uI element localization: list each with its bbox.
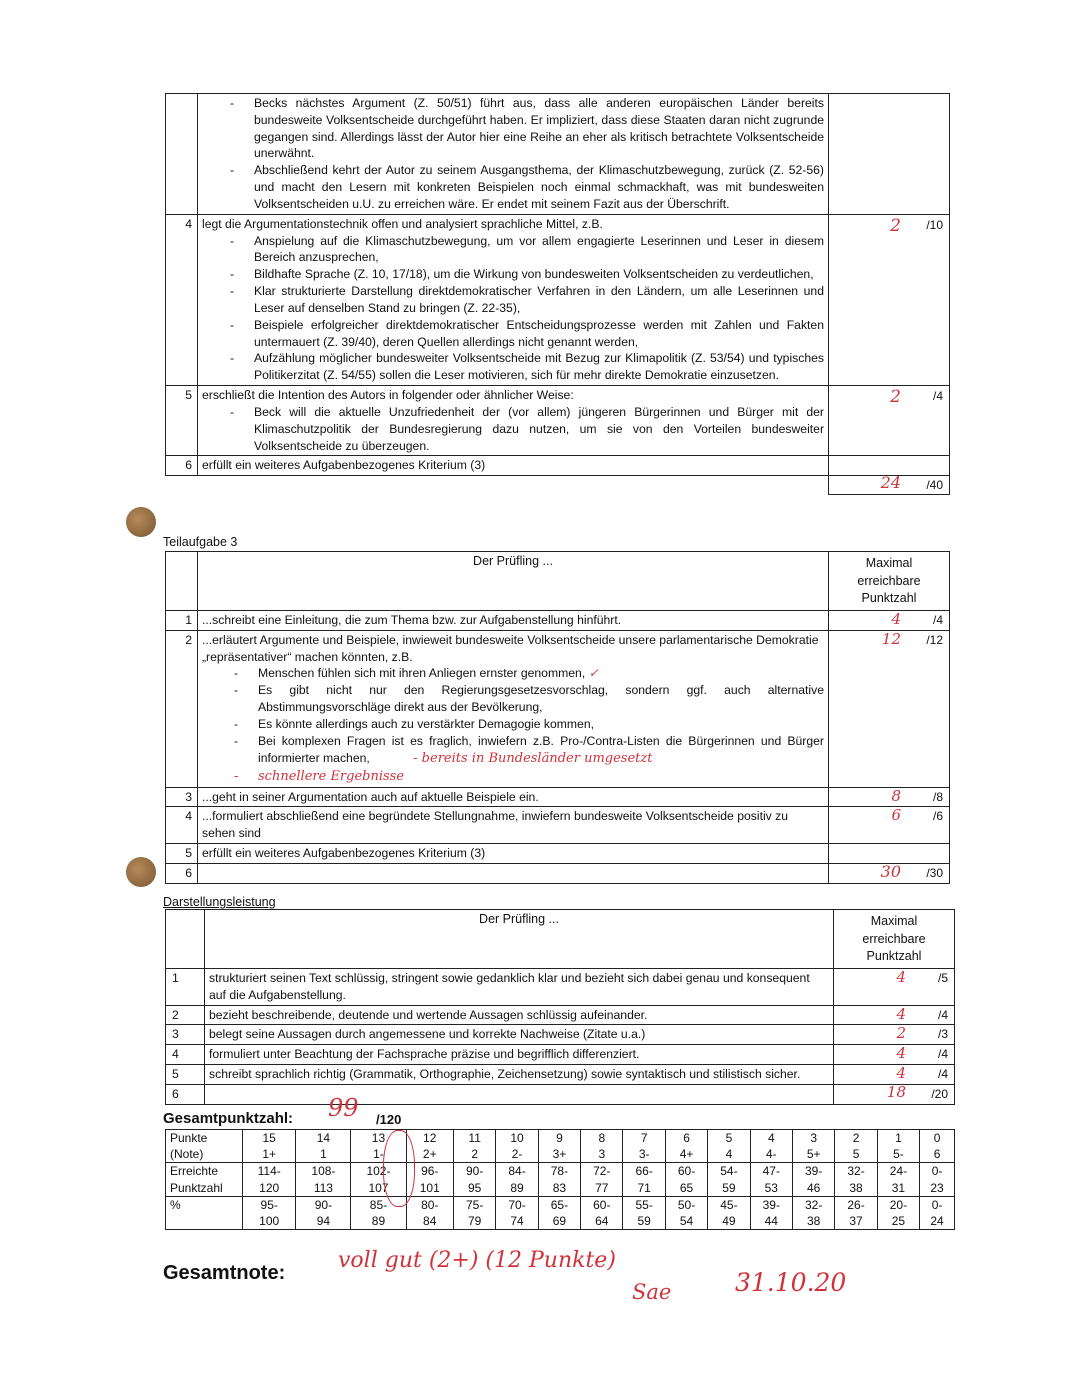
handwritten-total: 18 [886, 1082, 906, 1101]
table-row [166, 94, 950, 215]
total-max-points: /120 [376, 1112, 402, 1127]
criterion-text: erschließt die Intention des Autors in folgender oder ähnlicher Weise: [202, 388, 574, 403]
handwritten-note: - bereits in Bundesländer umgesetzt [413, 750, 653, 766]
max-points: /3 [937, 1027, 948, 1042]
max-points: /4 [932, 389, 943, 404]
column-header: Der Prüfling ... [198, 552, 829, 611]
list-item: - Bildhafte Sprache (Z. 10, 17/18), um die Wirkung von bundesweiten Volksentscheiden zu verdeutlichen, [254, 266, 824, 283]
table-header [166, 552, 950, 611]
max-points: /8 [932, 789, 943, 804]
list-item: - Es könnte allerdings auch zu verstärkter Demagogie kommen, [258, 716, 824, 733]
handwritten-score: 8 [891, 786, 901, 805]
handwritten-score: 4 [896, 1064, 906, 1083]
criterion-text: strukturiert seinen Text schlüssig, stringent sowie gedanklich klar und bezieht sich dabei genau und konsequent auf die Aufgabenstellung. [205, 969, 834, 1006]
table-row: 2 ...erläutert Argumente und Beispiele, inwieweit bundesweite Volksentscheide unsere parlamentarische Demokratie „repräsentativer“ machen könnten, z.B. - Menschen fühlen sich mit ihren Anliegen ernster genommen, ✓ - Es gibt nicht nur den Regierungsgesetzesvorschlag, sondern ggf. auch alternative Abstimmungsvorschläge direkt aus der Bevölkerung, - Es könnte allerdings auch zu verstärkter Demagogie kommen, - Bei komplexen Fragen ist es fraglich, inwiefern z.B. Pro-/Contra-Listen die Bürgerinnen und Bürger informierter machen, - bereits in Bundesländer umgesetzt - schnellere Ergebnisse 12 /12 [166, 630, 950, 787]
total-label: Gesamtpunktzahl: [163, 1110, 294, 1127]
max-points: /30 [926, 865, 943, 880]
criterion-text: erfüllt ein weiteres Aufgabenbezogenes Kriterium (3) [198, 843, 829, 863]
table-teilaufgabe-2 [165, 93, 950, 495]
list-item: Menschen fühlen sich mit ihren Anliegen ernster genommen, [258, 666, 586, 681]
handwritten-score: 4 [896, 1044, 906, 1063]
criterion-text: ...geht in seiner Argumentation auch auf aktuelle Beispiele ein. [198, 787, 829, 807]
punch-hole-top [126, 507, 156, 537]
table-row-total [166, 476, 950, 495]
table-row: 4 ...formuliert abschließend eine begründete Stellungnahme, inwiefern bundesweite Volksentscheide positiv zu sehen sind 6 /6 [166, 807, 950, 844]
list-item: - Abschließend kehrt der Autor zu seinem Ausgangsthema, der Klimaschutzbewegung, zurück (Z. 52-56) und macht den Lesern mit konkreten Beispielen noch einmal schmackhaft, was mit bundesweiten Volksentscheiden u.U. zu erreichen wäre. Er endet mit seinem Fazit aus der Überschrift. [254, 162, 824, 212]
max-points: /12 [926, 632, 943, 647]
table-row: 3 belegt seine Aussagen durch angemessene und korrekte Nachweise (Zitate u.a.) 2 /3 [166, 1025, 955, 1045]
table-row: 5 erfüllt ein weiteres Aufgabenbezogenes Kriterium (3) [166, 843, 950, 863]
max-points: /4 [937, 1047, 948, 1062]
bullet-list [202, 95, 824, 213]
column-header-max: Maximal erreichbare Punktzahl [829, 552, 950, 611]
max-points: /20 [931, 1086, 948, 1101]
handwritten-final-grade: voll gut (2+) (12 Punkte) [338, 1248, 616, 1273]
max-points: /4 [932, 613, 943, 627]
handwritten-signature: Sae [632, 1280, 672, 1304]
criterion-text: ...erläutert Argumente und Beispiele, inwieweit bundesweite Volksentscheide unsere parlamentarische Demokratie „repräsentativer“ machen könnten, z.B. [202, 632, 819, 664]
max-points: /4 [937, 1007, 948, 1022]
max-points: /40 [926, 478, 943, 493]
table-teilaufgabe-3 [165, 551, 950, 884]
criterion-text: ...formuliert abschließend eine begründete Stellungnahme, inwiefern bundesweite Volksentscheide positiv zu sehen sind [198, 807, 829, 844]
handwritten-total: 30 [880, 861, 901, 881]
table-row: Punkte (Note) 15 1+ 14 1 13 1- 12 2+ 11 2 10 2- 9 3+ 8 3 7 3- 6 4+ 5 4 4 4- 3 5+ 2 5 1 5- 0 6 [166, 1130, 955, 1163]
table-row: 3 ...geht in seiner Argumentation auch auf aktuelle Beispiele ein. 8 /8 [166, 787, 950, 807]
table-row: 6 erfüllt ein weiteres Aufgabenbezogenes Kriterium (3) [166, 456, 950, 476]
bullet-list [202, 233, 824, 384]
handwritten-score: 4 [896, 968, 906, 986]
max-points: /10 [926, 217, 943, 232]
max-points: /6 [932, 809, 943, 824]
section-label-teilaufgabe-3: Teilaufgabe 3 [163, 535, 238, 549]
criterion-text: bezieht beschreibende, deutende und wertende Aussagen schlüssig aufeinander. [205, 1005, 834, 1025]
table-header [166, 910, 955, 969]
list-item: - Beck will die aktuelle Unzufriedenheit der (vor allem) jüngeren Bürgerinnen und Bürger mit der Klimaschutzpolitik der Bundesregierung dazu nutzen, um sie von den Vorteilen bundesweiter Volksentscheide zu überzeugen. [254, 404, 824, 454]
criterion-text: formuliert unter Beachtung der Fachsprache präzise und begrifflich differenziert. [205, 1045, 834, 1065]
list-item: - Aufzählung möglicher bundesweiter Volksentscheide mit Bezug zur Klimapolitik (Z. 53/54) und typisches Politikerzitat (Z. 54/55) sollen die Leser motivieren, sich für mehr direkte Demokratie einzusetzen. [254, 350, 824, 384]
handwritten-score: 2 [890, 215, 901, 236]
list-item: - Klar strukturierte Darstellung direktdemokratischer Verfahren in den Ländern, um alle Leserinnen und Leser auf denselben Stand zu bringen (Z. 22-35), [254, 283, 824, 317]
handwritten-total-points: 99 [328, 1094, 359, 1122]
table-row: % 95- 100 90- 94 85- 89 80- 84 75- 79 70- 74 65- 69 60- 64 55- 59 50- 54 45- 49 39- 44 32- 38 26- 37 20- 25 0- 24 [166, 1196, 955, 1229]
punch-hole-bottom [126, 857, 156, 887]
handwritten-bullet: - schnellere Ergebnisse [258, 768, 824, 786]
handwritten-score: 4 [891, 610, 901, 628]
handwritten-score: 4 [896, 1004, 906, 1023]
handwritten-total: 24 [880, 473, 901, 493]
handwritten-circle [383, 1130, 415, 1207]
table-row: 2 bezieht beschreibende, deutende und wertende Aussagen schlüssig aufeinander. 4 /4 [166, 1005, 955, 1025]
list-item: - Becks nächstes Argument (Z. 50/51) führt aus, dass alle anderen europäischen Länder bereits bundesweite Volksentscheide durchgeführt haben. Er impliziert, dass diese Staaten daran nicht zugrunde gegangen sind. Allerdings lässt der Autor hier eine Reihe an eher als kritisch betrachtete Volksentscheide unerwähnt. [254, 95, 824, 162]
table-row: 6 18 /20 [166, 1084, 955, 1104]
column-header-max: Maximal erreichbare Punktzahl [834, 910, 955, 969]
handwritten-score: 2 [896, 1024, 906, 1043]
handwritten-score: 6 [891, 806, 901, 825]
column-header: Der Prüfling ... [205, 910, 834, 969]
table-row: 4 formuliert unter Beachtung der Fachsprache präzise und begrifflich differenziert. 4 /4 [166, 1045, 955, 1065]
criterion-text: legt die Argumentationstechnik offen und analysiert sprachliche Mittel, z.B. [202, 216, 603, 231]
table-darstellungsleistung [165, 909, 955, 1105]
list-item: - Anspielung auf die Klimaschutzbewegung, um vor allem engagierte Leserinnen und Leser in diesem Bereich anzusprechen, [254, 233, 824, 267]
table-row: 5 schreibt sprachlich richtig (Grammatik, Orthographie, Zeichensetzung) sowie syntaktisch und stilistisch sicher. 4 /4 [166, 1065, 955, 1085]
grade-scale-table [165, 1129, 955, 1230]
criterion-text: schreibt sprachlich richtig (Grammatik, Orthographie, Zeichensetzung) sowie syntaktisch und stilistisch sicher. [205, 1065, 834, 1085]
bullet-list [202, 665, 824, 785]
list-item: - Es gibt nicht nur den Regierungsgesetzesvorschlag, sondern ggf. auch alternative Abstimmungsvorschläge direkt aus der Bevölkerung, [258, 682, 824, 716]
handwritten-score: 2 [890, 387, 901, 408]
table-row: 1 strukturiert seinen Text schlüssig, stringent sowie gedanklich klar und bezieht sich dabei genau und konsequent auf die Aufgabenstellung. 4 /5 [166, 969, 955, 1006]
final-grade-label: Gesamtnote: [163, 1262, 286, 1284]
criterion-text: belegt seine Aussagen durch angemessene und korrekte Nachweise (Zitate u.a.) [205, 1025, 834, 1045]
table-row: 5 erschließt die Intention des Autors in folgender oder ähnlicher Weise: - Beck will die aktuelle Unzufriedenheit der (vor allem) jüngeren Bürgerinnen und Bürger mit der Klimaschutzpolitik der Bundesregierung dazu nutzen, um sie von den Vorteilen bundesweiter Volksentscheide zu überzeugen. 2 /4 [166, 386, 950, 456]
handwritten-date: 31.10.20 [735, 1268, 847, 1297]
table-row: 1 ...schreibt eine Einleitung, die zum Thema bzw. zur Aufgabenstellung hinführt. 4 /4 [166, 611, 950, 631]
criterion-text: ...schreibt eine Einleitung, die zum Thema bzw. zur Aufgabenstellung hinführt. [198, 611, 829, 631]
table-row: 4 legt die Argumentationstechnik offen und analysiert sprachliche Mittel, z.B. - Anspielung auf die Klimaschutzbewegung, um vor allem engagierte Leserinnen und Leser in diesem Bereich anzusprechen, - Bildhafte Sprache (Z. 10, 17/18), um die Wirkung von bundesweiten Volksentscheiden zu verdeutlichen, - Klar strukturierte Darstellung direktdemokratischer Verfahren in den Ländern, um alle Leserinnen und Leser auf denselben Stand zu bringen (Z. 22-35), - Beispiele erfolgreicher direktdemokratischer Entscheidungsprozesse werden mit Zahlen und Fakten untermauert (Z. 39/40), deren Quellen allerdings nicht genannt werden, - Aufzählung möglicher bundesweiter Volksentscheide mit Bezug zur Klimapolitik (Z. 53/54) und typisches Politikerzitat (Z. 54/55) sollen die Leser motivieren, sich für mehr direkte Demokratie einzusetzen. 2 /10 [166, 214, 950, 385]
max-points: /5 [937, 971, 948, 985]
handwritten-score: 12 [881, 629, 901, 648]
table-row: Erreichte Punktzahl 114- 120 108- 113 102- 107 96- 101 90- 95 84- 89 78- 83 72- 77 66- 71 60- 65 54- 59 47- 53 39- 46 32- 38 24- 31 0- 23 [166, 1163, 955, 1196]
list-item: - Beispiele erfolgreicher direktdemokratischer Entscheidungsprozesse werden mit Zahlen und Fakten untermauert (Z. 39/40), deren Quellen allerdings nicht genannt werden, [254, 317, 824, 351]
list-item: Bei komplexen Fragen ist es fraglich, inwiefern z.B. Pro-/Contra-Listen die Bürgerinnen und Bürger informierter machen, [258, 733, 824, 765]
bullet-list [202, 404, 824, 454]
section-label-darstellungsleistung: Darstellungsleistung [163, 895, 276, 909]
check-mark-icon: ✓ [588, 666, 599, 681]
max-points: /4 [937, 1067, 948, 1082]
table-row: 6 30 /30 [166, 863, 950, 883]
criterion-text: erfüllt ein weiteres Aufgabenbezogenes Kriterium (3) [198, 456, 829, 476]
